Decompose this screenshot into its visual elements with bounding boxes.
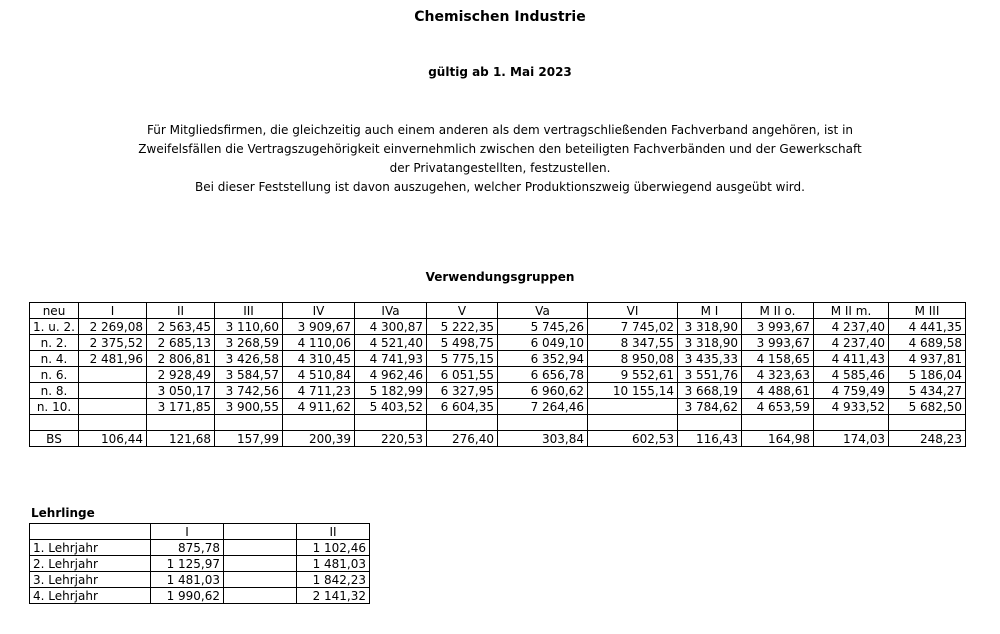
table-cell: 5 186,04 [889, 367, 966, 383]
table-cell: 2 481,96 [79, 351, 147, 367]
table-cell: 4 300,87 [355, 319, 427, 335]
table-cell [814, 415, 889, 431]
column-header: neu [30, 303, 79, 319]
table-cell [742, 415, 814, 431]
row-label: 3. Lehrjahr [30, 572, 151, 588]
intro-line: Für Mitgliedsfirmen, die gleichzeitig auch einem anderen als dem vertragschließenden Fachverband angehören, ist in [146, 123, 854, 137]
table-cell: 220,53 [355, 431, 427, 447]
table-row [30, 399, 966, 415]
table-cell: 2 563,45 [147, 319, 215, 335]
table-cell: 5 434,27 [889, 383, 966, 399]
table-cell: 2 141,32 [297, 588, 370, 604]
table-cell: 1 990,62 [151, 588, 224, 604]
table-cell: 4 962,46 [355, 367, 427, 383]
table-cell: 3 900,55 [215, 399, 283, 415]
table-cell: 3 551,76 [678, 367, 742, 383]
table-cell: 3 318,90 [678, 335, 742, 351]
table-row [30, 415, 966, 431]
table-cell: 4 741,93 [355, 351, 427, 367]
intro-line: der Privatangestellten, festzustellen. [389, 161, 611, 175]
table-cell: 2 928,49 [147, 367, 215, 383]
table-cell [215, 415, 283, 431]
table-cell [588, 399, 678, 415]
table-cell: 106,44 [79, 431, 147, 447]
intro-paragraph [0, 121, 1000, 197]
intro-line: Zweifelsfällen die Vertragszugehörigkeit einvernehmlich zwischen den beteiligten Fachverbänden und der Gewerkschaft [138, 142, 862, 156]
table-cell: 276,40 [427, 431, 498, 447]
table-row [30, 540, 370, 556]
table-cell [588, 415, 678, 431]
table-row [30, 351, 966, 367]
row-label: n. 8. [30, 383, 79, 399]
table-cell: 4 510,84 [283, 367, 355, 383]
document-title: Chemischen Industrie [414, 9, 586, 25]
column-header: M III [889, 303, 966, 319]
table-cell: 200,39 [283, 431, 355, 447]
table-cell: 6 049,10 [498, 335, 588, 351]
row-label: n. 10. [30, 399, 79, 415]
table-cell: 7 264,46 [498, 399, 588, 415]
table-cell: 248,23 [889, 431, 966, 447]
table-cell [283, 415, 355, 431]
table-cell: 121,68 [147, 431, 215, 447]
row-label: 1. u. 2. [30, 319, 79, 335]
table-cell: 4 237,40 [814, 319, 889, 335]
row-label: 1. Lehrjahr [30, 540, 151, 556]
table-cell: 4 585,46 [814, 367, 889, 383]
table-cell: 5 745,26 [498, 319, 588, 335]
table-cell: 2 375,52 [79, 335, 147, 351]
table-cell: 5 222,35 [427, 319, 498, 335]
table-cell: 303,84 [498, 431, 588, 447]
verwendungsgruppen-title: Verwendungsgruppen [425, 270, 575, 284]
table-cell: 5 682,50 [889, 399, 966, 415]
table-cell: 875,78 [151, 540, 224, 556]
table-cell: 3 993,67 [742, 319, 814, 335]
table-cell: 4 323,63 [742, 367, 814, 383]
table-cell [79, 367, 147, 383]
table-row [30, 588, 370, 604]
lehrlinge-title: Lehrlinge [31, 506, 95, 520]
column-header: M I [678, 303, 742, 319]
table-cell: 3 110,60 [215, 319, 283, 335]
table-cell: 3 318,90 [678, 319, 742, 335]
row-label: BS [30, 431, 79, 447]
table-cell: 2 269,08 [79, 319, 147, 335]
table-cell: 3 909,67 [283, 319, 355, 335]
header-row [30, 524, 370, 540]
column-header: V [427, 303, 498, 319]
column-header: Va [498, 303, 588, 319]
table-cell: 5 498,75 [427, 335, 498, 351]
header-row [30, 303, 966, 319]
table-row [30, 431, 966, 447]
table-cell: 5 775,15 [427, 351, 498, 367]
table-cell: 2 685,13 [147, 335, 215, 351]
table-cell: 8 347,55 [588, 335, 678, 351]
table-cell: 9 552,61 [588, 367, 678, 383]
table-cell: 164,98 [742, 431, 814, 447]
table-row [30, 572, 370, 588]
table-cell: 6 051,55 [427, 367, 498, 383]
row-label: 2. Lehrjahr [30, 556, 151, 572]
table-cell [498, 415, 588, 431]
table-cell [147, 415, 215, 431]
column-header: II [297, 524, 370, 540]
table-cell: 3 426,58 [215, 351, 283, 367]
lehrlinge-table [29, 523, 370, 604]
table-cell: 4 937,81 [889, 351, 966, 367]
table-cell: 4 441,35 [889, 319, 966, 335]
table-cell [224, 556, 297, 572]
column-header: III [215, 303, 283, 319]
table-cell: 6 960,62 [498, 383, 588, 399]
table-cell: 1 125,97 [151, 556, 224, 572]
column-header [224, 524, 297, 540]
table-cell: 3 784,62 [678, 399, 742, 415]
table-cell: 602,53 [588, 431, 678, 447]
table-cell: 10 155,14 [588, 383, 678, 399]
table-row [30, 367, 966, 383]
table-row [30, 319, 966, 335]
table-row [30, 335, 966, 351]
table-cell: 8 950,08 [588, 351, 678, 367]
row-label [30, 415, 79, 431]
table-row [30, 383, 966, 399]
table-cell: 1 102,46 [297, 540, 370, 556]
table-cell: 5 182,99 [355, 383, 427, 399]
table-cell [79, 415, 147, 431]
table-cell: 4 711,23 [283, 383, 355, 399]
table-cell: 1 842,23 [297, 572, 370, 588]
table-cell [355, 415, 427, 431]
column-header: I [151, 524, 224, 540]
table-cell: 3 268,59 [215, 335, 283, 351]
table-cell: 3 584,57 [215, 367, 283, 383]
table-cell: 6 656,78 [498, 367, 588, 383]
table-row [30, 556, 370, 572]
table-cell [678, 415, 742, 431]
row-label: n. 6. [30, 367, 79, 383]
table-cell [889, 415, 966, 431]
table-cell: 5 403,52 [355, 399, 427, 415]
table-cell: 4 653,59 [742, 399, 814, 415]
table-cell: 4 933,52 [814, 399, 889, 415]
table-cell: 1 481,03 [297, 556, 370, 572]
table-cell: 3 050,17 [147, 383, 215, 399]
table-cell: 4 110,06 [283, 335, 355, 351]
table-cell: 4 488,61 [742, 383, 814, 399]
table-cell: 6 604,35 [427, 399, 498, 415]
table-cell [79, 383, 147, 399]
table-cell [79, 399, 147, 415]
row-label: 4. Lehrjahr [30, 588, 151, 604]
table-cell: 157,99 [215, 431, 283, 447]
table-cell: 4 237,40 [814, 335, 889, 351]
column-header: M II o. [742, 303, 814, 319]
table-cell: 4 689,58 [889, 335, 966, 351]
table-cell [224, 588, 297, 604]
table-cell: 4 158,65 [742, 351, 814, 367]
table-cell: 174,03 [814, 431, 889, 447]
row-label: n. 2. [30, 335, 79, 351]
table-cell: 7 745,02 [588, 319, 678, 335]
table-cell: 3 668,19 [678, 383, 742, 399]
column-header: IVa [355, 303, 427, 319]
table-cell: 2 806,81 [147, 351, 215, 367]
column-header [30, 524, 151, 540]
validity-date: gültig ab 1. Mai 2023 [428, 65, 572, 79]
column-header: IV [283, 303, 355, 319]
table-cell: 6 327,95 [427, 383, 498, 399]
table-cell: 116,43 [678, 431, 742, 447]
table-cell: 4 310,45 [283, 351, 355, 367]
table-cell [224, 540, 297, 556]
table-cell: 1 481,03 [151, 572, 224, 588]
table-cell: 6 352,94 [498, 351, 588, 367]
verwendungsgruppen-table [29, 302, 966, 447]
table-cell: 3 435,33 [678, 351, 742, 367]
table-cell: 4 911,62 [283, 399, 355, 415]
column-header: VI [588, 303, 678, 319]
column-header: II [147, 303, 215, 319]
table-cell [427, 415, 498, 431]
intro-line: Bei dieser Feststellung ist davon auszugehen, welcher Produktionszweig überwiegend ausgeübt wird. [195, 180, 805, 194]
table-cell: 3 993,67 [742, 335, 814, 351]
table-cell: 4 411,43 [814, 351, 889, 367]
table-cell: 3 742,56 [215, 383, 283, 399]
column-header: I [79, 303, 147, 319]
column-header: M II m. [814, 303, 889, 319]
table-cell: 4 759,49 [814, 383, 889, 399]
row-label: n. 4. [30, 351, 79, 367]
table-cell: 3 171,85 [147, 399, 215, 415]
table-cell [224, 572, 297, 588]
table-cell: 4 521,40 [355, 335, 427, 351]
